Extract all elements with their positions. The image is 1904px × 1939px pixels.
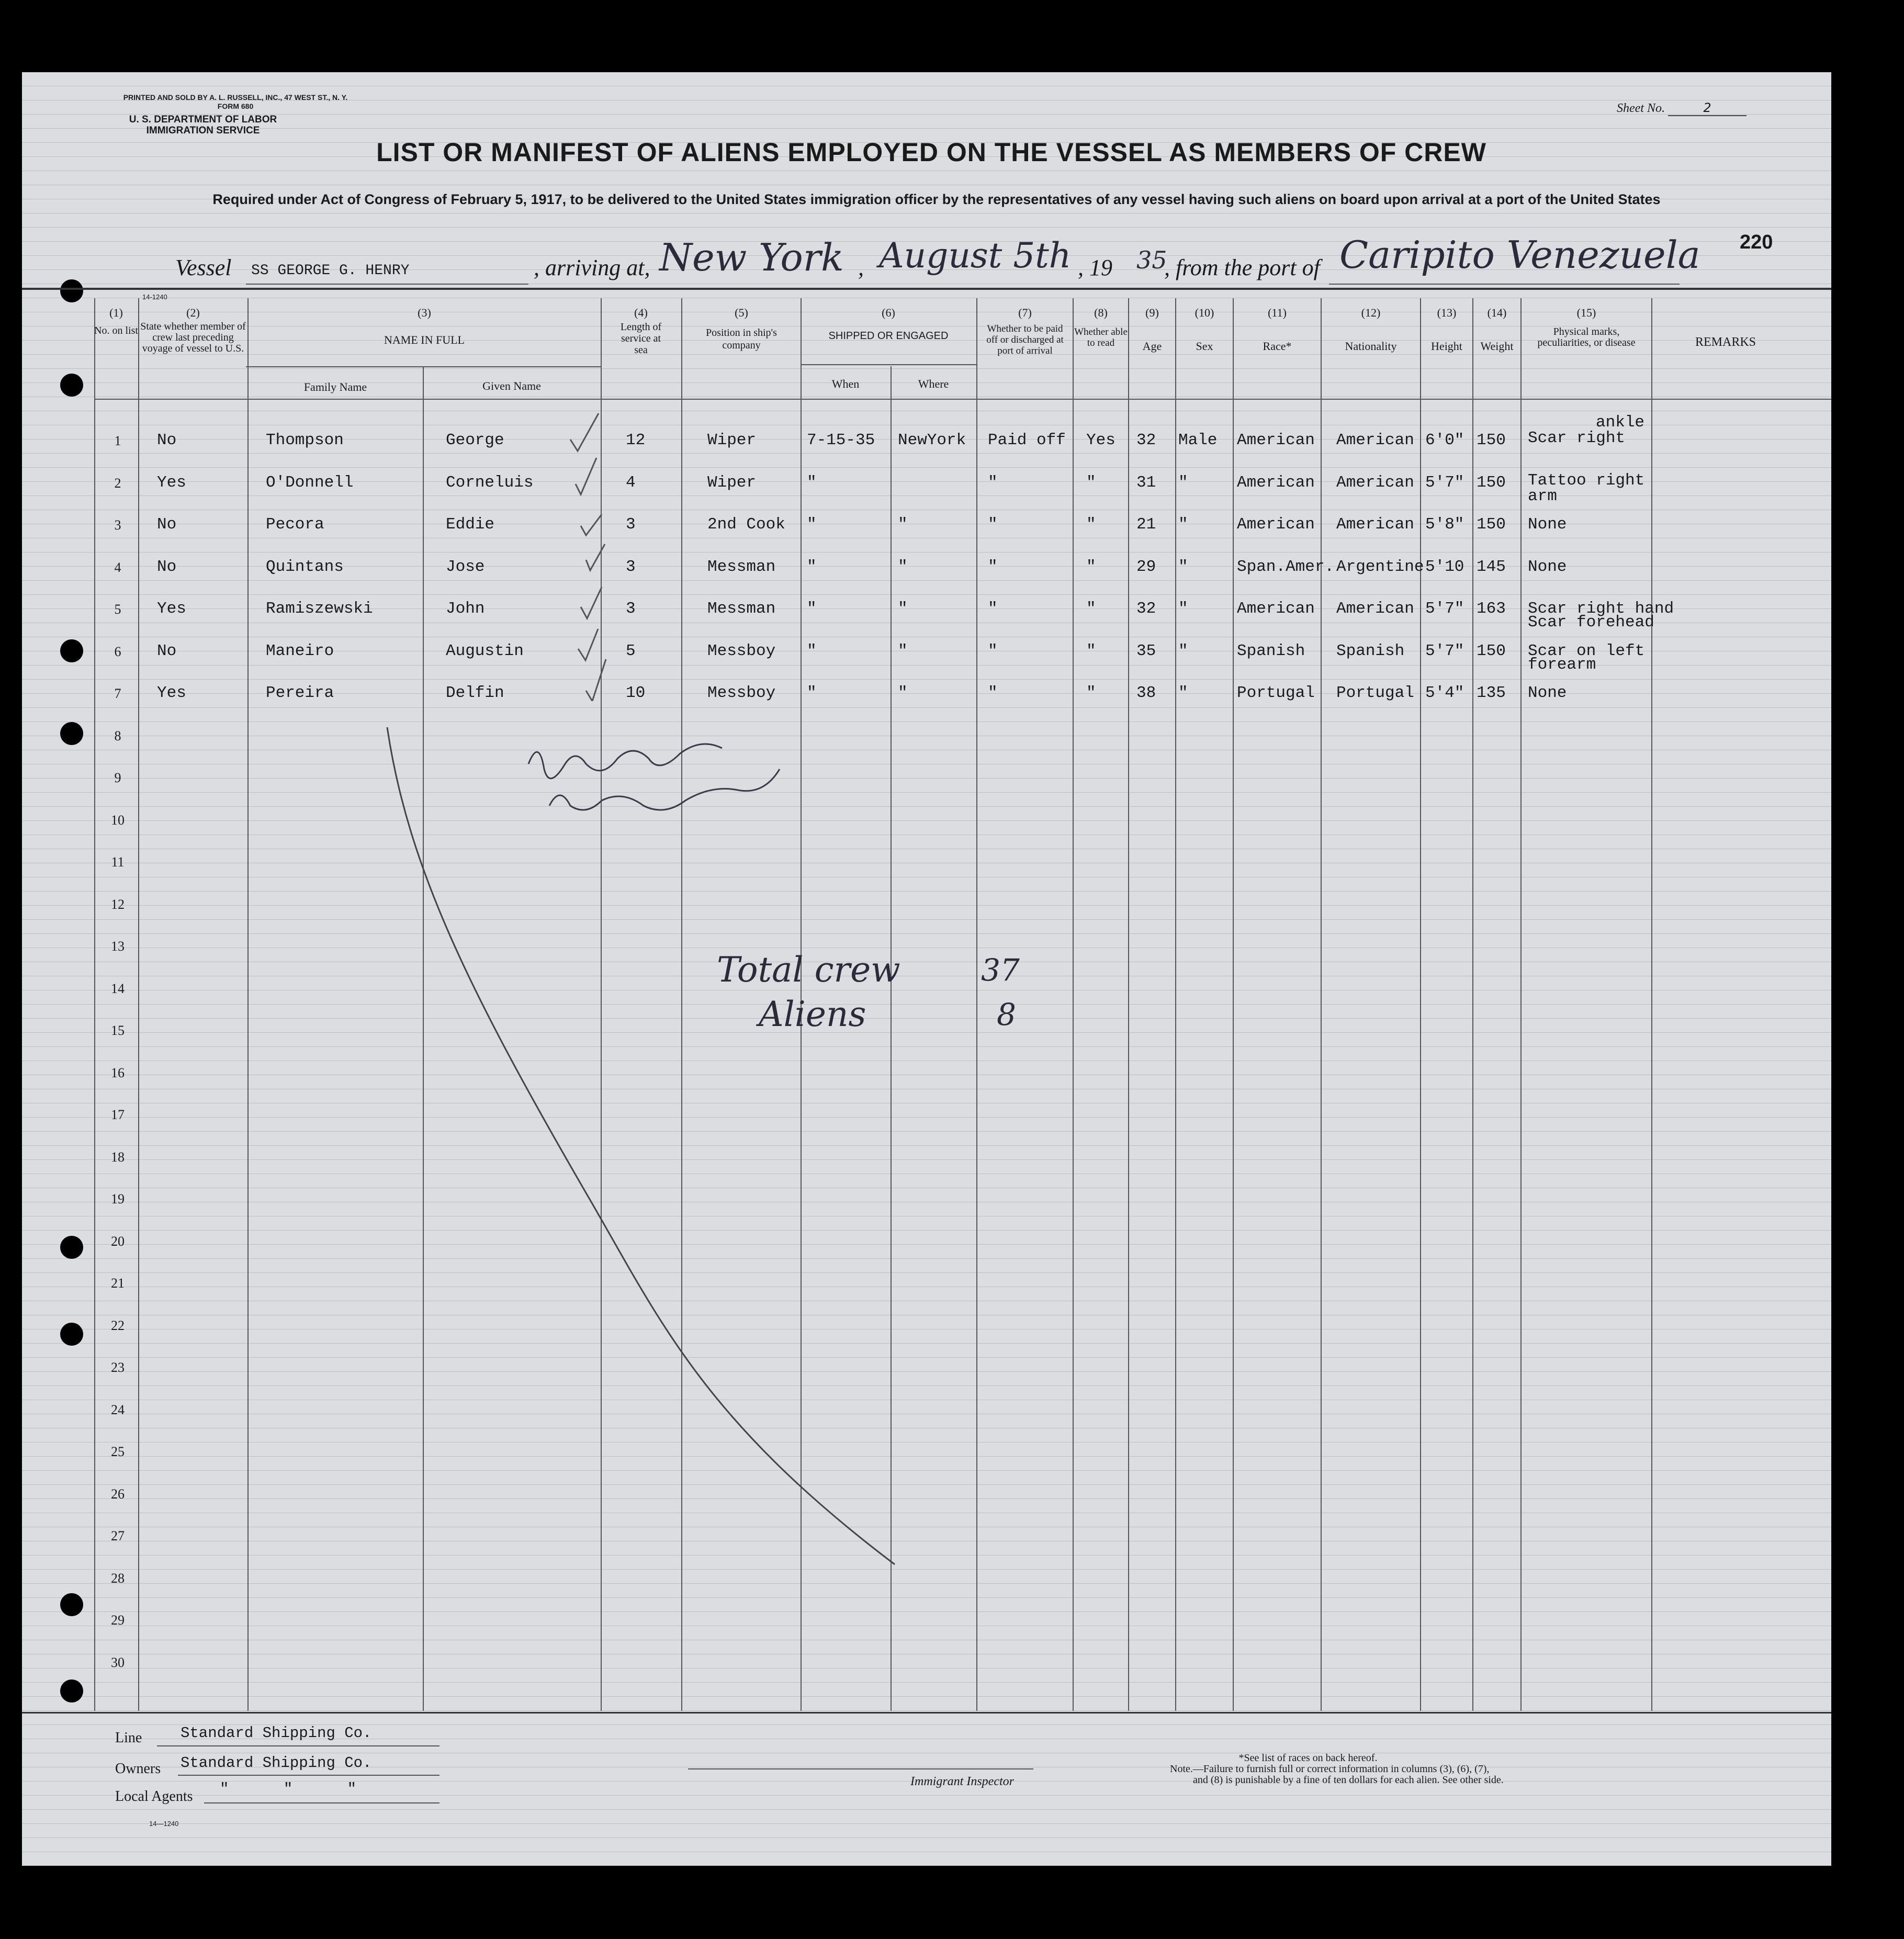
able-to-read-cell: " (1086, 473, 1096, 492)
col-number: (14) (1487, 306, 1507, 319)
family-name-cell: Ramiszewski (266, 600, 373, 618)
row-number: 27 (111, 1528, 125, 1543)
row-number: 19 (111, 1191, 125, 1207)
race-cell: Portugal (1237, 684, 1315, 702)
punch-hole (60, 374, 83, 397)
paid-off-cell: " (988, 515, 998, 534)
service-cell: 3 (626, 600, 636, 618)
nationality-cell: American (1336, 600, 1414, 618)
position-cell: 2nd Cook (707, 515, 785, 534)
paid-off-cell: " (988, 473, 998, 492)
physical-marks-cell-line2: forearm (1528, 655, 1596, 674)
col-3-header (248, 307, 601, 346)
row-number: 16 (111, 1065, 125, 1080)
weight-cell: 163 (1477, 600, 1506, 618)
paid-off-cell: Paid off (988, 431, 1066, 449)
sheet-number (1617, 100, 1747, 116)
state-cell: No (157, 641, 177, 660)
col-label: Sex (1196, 340, 1213, 353)
physical-marks-cell: Scar right hand (1528, 600, 1674, 618)
col-14-header (1473, 307, 1520, 353)
service-cell: 3 (626, 515, 636, 534)
given-name-cell: Jose (446, 557, 485, 576)
height-cell: 5'10 (1425, 557, 1464, 576)
age-cell: 38 (1136, 684, 1156, 702)
from-label: , from the port of (1164, 255, 1320, 280)
given-name-cell: Augustin (446, 641, 524, 660)
row-number: 21 (111, 1276, 125, 1291)
shipped-when-cell: " (807, 473, 817, 492)
race-cell: Spanish (1237, 641, 1305, 660)
footer-form-code: 14—1240 (149, 1820, 179, 1828)
sex-cell: " (1178, 684, 1188, 702)
col-2-header (139, 307, 247, 354)
col-label: Nationality (1345, 340, 1397, 353)
race-cell: American (1237, 431, 1315, 449)
shipped-when-cell: " (807, 557, 817, 576)
weight-cell: 150 (1477, 431, 1506, 449)
row-number: 9 (114, 770, 121, 785)
service-cell: 10 (626, 684, 646, 702)
col-number: (2) (186, 306, 200, 319)
document-title: LIST OR MANIFEST OF ALIENS EMPLOYED ON THE VESSEL AS MEMBERS OF CREW (376, 138, 1486, 167)
sex-cell: " (1178, 641, 1188, 660)
col-number: (7) (1018, 306, 1032, 319)
col-number: (4) (634, 306, 648, 319)
paid-off-cell: " (988, 600, 998, 618)
col-12-header (1322, 307, 1420, 353)
row-number: 15 (111, 1023, 125, 1038)
age-cell: 32 (1136, 600, 1156, 618)
row-number: 2 (114, 475, 121, 491)
line-underline (157, 1745, 440, 1746)
age-cell: 35 (1136, 641, 1156, 660)
state-cell: No (157, 515, 177, 534)
state-cell: Yes (157, 473, 186, 492)
department (93, 114, 313, 136)
paid-off-cell: " (988, 557, 998, 576)
agents-label: Local Agents (115, 1788, 193, 1805)
col-label: Race* (1263, 340, 1292, 353)
state-cell: No (157, 557, 177, 576)
col-number: (3) (418, 306, 431, 319)
row-number: 26 (111, 1486, 125, 1502)
physical-marks-cell: Tattoo right (1528, 471, 1645, 490)
col-6-header (801, 307, 976, 342)
row-number: 4 (114, 559, 121, 575)
shipped-where-cell: " (898, 600, 908, 618)
col-label: NAME IN FULL (384, 333, 465, 346)
punch-hole (60, 279, 83, 302)
col-number: (10) (1195, 306, 1214, 319)
owners-label: Owners (115, 1761, 161, 1777)
row-number: 14 (111, 980, 125, 996)
col-6b-header: Where (918, 377, 949, 390)
service-cell: 5 (626, 641, 636, 660)
family-name-cell: O'Donnell (266, 473, 354, 492)
aliens-label: Aliens (759, 994, 866, 1034)
row-number: 3 (114, 517, 121, 533)
punch-hole (60, 1593, 83, 1616)
header-rule (246, 366, 602, 367)
able-to-read-cell: " (1086, 641, 1096, 660)
row-number: 1 (114, 433, 121, 448)
aliens-value: 8 (997, 997, 1016, 1032)
punch-hole (60, 1323, 83, 1346)
row-number: 13 (111, 939, 125, 954)
col-13-header (1421, 307, 1472, 353)
given-name-cell: George (446, 431, 504, 449)
year-prefix: , 19 (1078, 255, 1112, 280)
shipped-when-cell: " (807, 600, 817, 618)
given-name-cell: John (446, 600, 485, 618)
col-number: (9) (1145, 306, 1159, 319)
cancel-line (366, 722, 910, 1580)
height-cell: 5'7" (1425, 600, 1464, 618)
row-number: 25 (111, 1444, 125, 1459)
shipped-when-cell: 7-15-35 (807, 431, 875, 449)
col-number: (13) (1437, 306, 1457, 319)
shipped-when-cell: " (807, 515, 817, 534)
note-penalty-2: and (8) is punishable by a fine of ten dollars for each alien. See other side. (1193, 1774, 1504, 1786)
punch-hole (60, 639, 83, 662)
race-cell: American (1237, 515, 1315, 534)
row-number: 30 (111, 1654, 125, 1670)
shipped-when-cell: " (807, 684, 817, 702)
col-11-header (1234, 307, 1321, 353)
line-label: Line (115, 1730, 142, 1746)
able-to-read-cell: " (1086, 684, 1096, 702)
state-cell: Yes (157, 684, 186, 702)
row-number: 28 (111, 1570, 125, 1586)
height-cell: 5'4" (1425, 684, 1464, 702)
nationality-cell: Argentine (1336, 557, 1424, 576)
race-cell: American (1237, 600, 1315, 618)
age-cell: 21 (1136, 515, 1156, 534)
given-name-cell: Delfin (446, 684, 504, 702)
col-7-header (977, 307, 1073, 356)
position-cell: Wiper (707, 431, 757, 449)
col-number: (8) (1094, 306, 1108, 319)
row-number: 5 (114, 602, 121, 617)
shipped-when-cell: " (807, 641, 817, 660)
row-number: 29 (111, 1613, 125, 1628)
col-6a-header: When (831, 377, 860, 390)
printer-line (89, 93, 382, 111)
shipped-where-cell: " (898, 557, 908, 576)
sex-cell: Male (1178, 431, 1218, 449)
nationality-cell: American (1336, 473, 1414, 492)
col-number: (11) (1268, 306, 1287, 319)
row-number: 8 (114, 728, 121, 743)
position-cell: Wiper (707, 473, 757, 492)
physical-marks-cell: None (1528, 515, 1567, 534)
document-subtitle: Required under Act of Congress of February 5, 1917, to be delivered to the United States immigration officer by the representatives of any vessel having such aliens on board upon arrival at a port of the United States (212, 191, 1661, 207)
family-name-cell: Thompson (266, 431, 344, 449)
nationality-cell: American (1336, 431, 1414, 449)
arrival-date: August 5th (879, 235, 1072, 276)
row-number: 18 (111, 1149, 125, 1165)
age-cell: 31 (1136, 473, 1156, 492)
physical-marks-cell: Scar on left (1528, 641, 1645, 660)
printer-name: PRINTED AND SOLD BY A. L. RUSSELL, INC., 47 WEST ST., N. Y. (123, 93, 348, 102)
punch-hole (60, 1679, 83, 1703)
sheet-value: 2 (1668, 100, 1747, 116)
table-top-rule (22, 288, 1831, 290)
shipped-where-cell: " (898, 684, 908, 702)
height-cell: 5'7" (1425, 473, 1464, 492)
arriving-label: , arriving at, (534, 255, 650, 280)
col-label: SHIPPED OR ENGAGED (828, 330, 949, 342)
check-marks (565, 408, 628, 701)
col-label: Physical marks, peculiarities, or disease (1537, 326, 1636, 348)
col-label: Height (1431, 340, 1462, 353)
age-cell: 32 (1136, 431, 1156, 449)
vessel-label: Vessel (175, 255, 232, 280)
owners-underline (178, 1775, 440, 1776)
family-name-cell: Quintans (266, 557, 344, 576)
form-number: FORM 680 (217, 102, 254, 110)
punch-hole (60, 722, 83, 745)
col-label: Weight (1480, 340, 1514, 353)
physical-marks-cell: Scar right (1528, 429, 1626, 447)
col-4-header (602, 307, 680, 356)
family-name-cell: Pecora (266, 515, 324, 534)
row-number: 24 (111, 1402, 125, 1417)
age-cell: 29 (1136, 557, 1156, 576)
row-number: 12 (111, 896, 125, 912)
physical-marks-cell-line2: arm (1528, 487, 1557, 505)
nationality-cell: American (1336, 515, 1414, 534)
col-number: (15) (1576, 306, 1596, 319)
header-bottom-rule (94, 399, 1831, 400)
position-cell: Messman (707, 600, 776, 618)
col-number: (5) (735, 306, 748, 319)
vessel-underline (246, 284, 528, 285)
table-bottom-rule (22, 1712, 1831, 1713)
arriving-port: New York (659, 235, 844, 279)
col-10-header (1176, 307, 1233, 353)
stamp-number: 220 (1740, 231, 1773, 253)
col-label: Age (1142, 340, 1162, 353)
total-crew-value: 37 (981, 952, 1020, 988)
note-penalty-1: Note.—Failure to furnish full or correct information in columns (3), (6), (7), (1170, 1763, 1490, 1775)
inspector-label: Immigrant Inspector (910, 1775, 1014, 1788)
sex-cell: " (1178, 473, 1188, 492)
service-cell: 3 (626, 557, 636, 576)
agents-underline (204, 1802, 440, 1803)
service-cell: 12 (626, 431, 646, 449)
row-number: 6 (114, 644, 121, 659)
col-15-header (1522, 307, 1651, 348)
row-number: 10 (111, 812, 125, 828)
shipped-where-cell: NewYork (898, 431, 966, 449)
row-number: 22 (111, 1317, 125, 1333)
height-cell: 5'7" (1425, 641, 1464, 660)
physical-marks-cell: None (1528, 557, 1567, 576)
vessel-name: SS GEORGE G. HENRY (251, 263, 410, 279)
department-name: U. S. DEPARTMENT OF LABOR (129, 114, 277, 125)
height-cell: 6'0" (1425, 431, 1464, 449)
nationality-cell: Portugal (1336, 684, 1414, 702)
agents-value: " " " (220, 1780, 357, 1798)
row-number: 7 (114, 686, 121, 701)
col-5-header (682, 307, 801, 352)
col-number: (12) (1361, 306, 1381, 319)
col-number: (6) (882, 306, 895, 319)
header-rule (801, 364, 976, 365)
family-name-cell: Maneiro (266, 641, 334, 660)
position-cell: Messman (707, 557, 776, 576)
row-number: 17 (111, 1107, 125, 1122)
race-cell: Span.Amer. (1237, 557, 1335, 576)
col-8-header (1074, 307, 1128, 348)
col-label: No. on list (94, 325, 138, 336)
col-9-header (1129, 307, 1175, 353)
able-to-read-cell: " (1086, 557, 1096, 576)
col-label: Position in ship's company (706, 327, 777, 351)
nationality-cell: Spanish (1336, 641, 1405, 660)
total-crew-label: Total crew (717, 950, 900, 990)
year-suffix: 35 (1136, 246, 1167, 274)
col-label: Length of service at sea (620, 321, 662, 356)
weight-cell: 135 (1477, 684, 1506, 702)
owners-value: Standard Shipping Co. (181, 1754, 372, 1772)
position-cell: Messboy (707, 684, 776, 702)
comma: , (858, 255, 864, 280)
height-cell: 5'8" (1425, 515, 1464, 534)
sheet-label: Sheet No. (1617, 102, 1665, 115)
form-code: 14-1240 (142, 293, 167, 301)
family-name-cell: Pereira (266, 684, 334, 702)
sex-cell: " (1178, 557, 1188, 576)
shipped-where-cell: " (898, 641, 908, 660)
weight-cell: 150 (1477, 473, 1506, 492)
shipped-where-cell: " (898, 515, 908, 534)
row-number: 11 (111, 854, 125, 870)
col-number: (1) (109, 306, 123, 319)
given-name-cell: Eddie (446, 515, 495, 534)
state-cell: Yes (157, 600, 186, 618)
weight-cell: 145 (1477, 557, 1506, 576)
note-races: *See list of races on back hereof. (1238, 1752, 1378, 1764)
physical-marks-cell-line2: ankle (1596, 413, 1645, 432)
able-to-read-cell: " (1086, 600, 1096, 618)
remarks-header: REMARKS (1695, 335, 1756, 349)
physical-marks-cell: None (1528, 684, 1567, 702)
col-1-header (94, 307, 138, 337)
paid-off-cell: " (988, 641, 998, 660)
paid-off-cell: " (988, 684, 998, 702)
line-value: Standard Shipping Co. (181, 1724, 372, 1742)
from-port: Caripito Venezuela (1339, 233, 1700, 277)
from-underline (1329, 284, 1680, 285)
given-name-cell: Corneluis (446, 473, 534, 492)
able-to-read-cell: Yes (1086, 431, 1116, 449)
col-label: State whether member of crew last preceding voyage of vessel to U.S. (140, 321, 246, 354)
punch-hole (60, 1236, 83, 1259)
weight-cell: 150 (1477, 641, 1506, 660)
col-3a-header: Family Name (303, 380, 367, 393)
able-to-read-cell: " (1086, 515, 1096, 534)
col-label: Whether able to read (1074, 326, 1128, 348)
weight-cell: 150 (1477, 515, 1506, 534)
col-3b-header: Given Name (482, 379, 541, 392)
sex-cell: " (1178, 600, 1188, 618)
state-cell: No (157, 431, 177, 449)
footer-notes (1151, 1753, 1727, 1786)
physical-marks-cell-line2: Scar forehead (1528, 613, 1654, 632)
service-cell: 4 (626, 473, 636, 492)
position-cell: Messboy (707, 641, 776, 660)
row-number: 23 (111, 1360, 125, 1375)
col-label: Whether to be paid off or discharged at port of arrival (986, 323, 1064, 356)
race-cell: American (1237, 473, 1315, 492)
sex-cell: " (1178, 515, 1188, 534)
service-name: IMMIGRATION SERVICE (146, 125, 260, 136)
inspector-line (688, 1768, 1033, 1769)
row-number: 20 (111, 1233, 125, 1249)
